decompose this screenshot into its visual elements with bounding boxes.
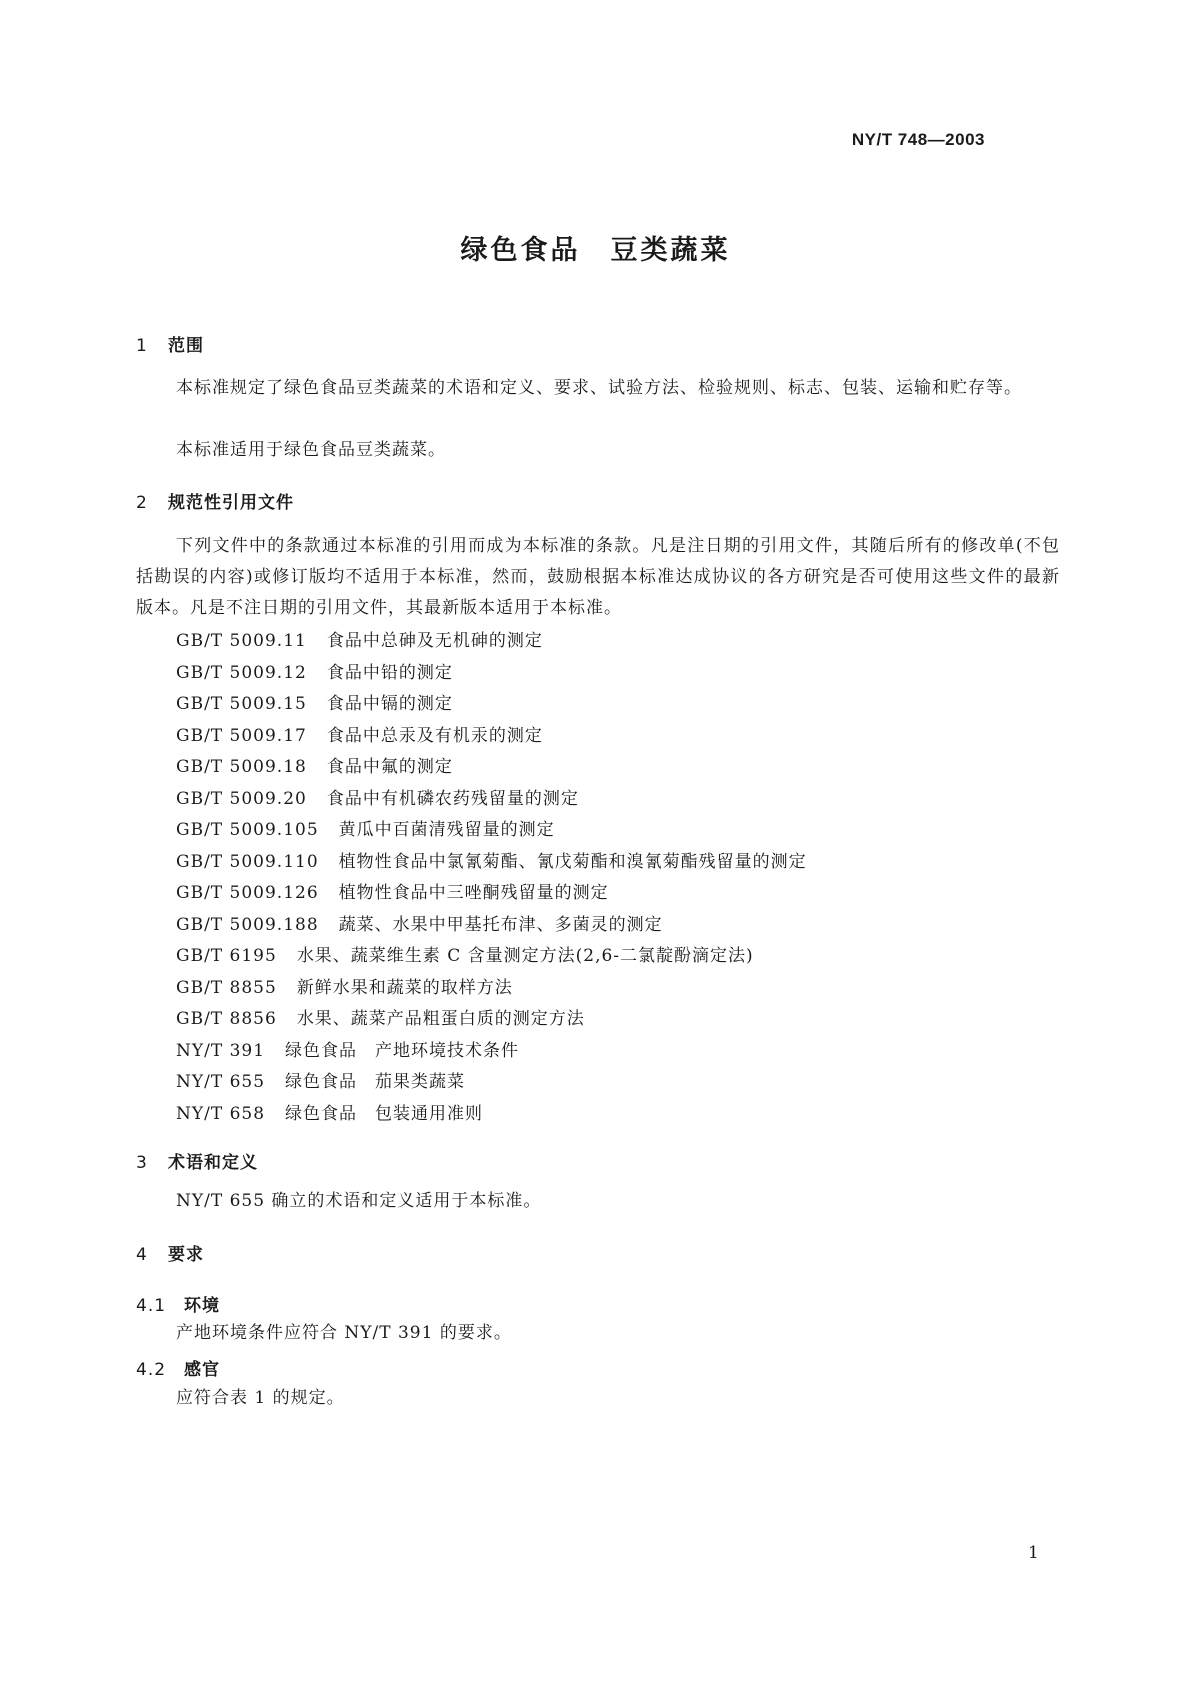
- section-number: 1: [136, 336, 148, 356]
- reference-code: NY/T 658: [176, 1103, 266, 1124]
- subsection-4-1-heading: [136, 1291, 220, 1316]
- reference-code: GB/T 5009.20: [176, 788, 307, 809]
- reference-title: 植物性食品中氯氰菊酯、氰戊菊酯和溴氰菊酯残留量的测定: [338, 851, 807, 872]
- section-1-heading: [136, 331, 204, 356]
- reference-title: 绿色食品 包装通用准则: [285, 1103, 484, 1124]
- reference-title: 食品中铅的测定: [326, 662, 453, 683]
- section-3-paragraph: NY/T 655 确立的术语和定义适用于本标准。: [176, 1191, 542, 1211]
- reference-item: [176, 815, 807, 847]
- reference-code: GB/T 5009.105: [176, 820, 319, 840]
- reference-list: [176, 626, 807, 1130]
- reference-item: [176, 752, 807, 784]
- section-number: 4: [136, 1245, 148, 1265]
- reference-code: GB/T 5009.17: [176, 725, 307, 746]
- reference-item: [176, 910, 807, 942]
- section-2-heading: [136, 488, 294, 513]
- section-2-paragraph: 下列文件中的条款通过本标准的引用而成为本标准的条款。凡是注日期的引用文件，其随后所有的修改单(不包括勘误的内容)或修订版均不适用于本标准，然而，鼓励根据本标准达成协议的各方研究是否可使用这些文件的最新版本。凡是不注日期的引用文件，其最新版本适用于本标准。: [136, 536, 1060, 618]
- reference-title: 植物性食品中三唑酮残留量的测定: [338, 883, 609, 903]
- section-number: 3: [136, 1153, 148, 1173]
- reference-item: [176, 878, 807, 910]
- subsection-number: 4.2: [136, 1360, 167, 1380]
- reference-title: 食品中有机磷农药残留量的测定: [326, 788, 579, 809]
- section-4-heading: [136, 1240, 204, 1265]
- section-number: 2: [136, 493, 148, 513]
- reference-item: [176, 721, 807, 753]
- reference-item: [176, 847, 807, 879]
- reference-code: GB/T 5009.126: [176, 883, 319, 903]
- section-title: 范围: [168, 336, 204, 356]
- reference-title: 黄瓜中百菌清残留量的测定: [338, 820, 555, 840]
- section-title: 规范性引用文件: [168, 493, 294, 513]
- section-1-paragraph-1: 本标准规定了绿色食品豆类蔬菜的术语和定义、要求、试验方法、检验规则、标志、包装、运输和贮存等。: [176, 378, 1022, 398]
- subsection-title: 环境: [184, 1296, 220, 1316]
- reference-title: 食品中镉的测定: [326, 694, 453, 714]
- reference-title: 水果、蔬菜维生素 C 含量测定方法(2,6-二氯靛酚滴定法): [296, 946, 754, 966]
- section-title: 要求: [168, 1245, 204, 1265]
- reference-item: [176, 1036, 807, 1068]
- section-3-heading: [136, 1148, 258, 1173]
- reference-code: GB/T 5009.11: [176, 631, 307, 651]
- reference-item: [176, 973, 807, 1005]
- reference-code: GB/T 5009.188: [176, 914, 319, 935]
- reference-title: 新鲜水果和蔬菜的取样方法: [296, 977, 513, 998]
- reference-item: [176, 658, 807, 690]
- section-title: 术语和定义: [168, 1153, 258, 1173]
- reference-code: GB/T 5009.12: [176, 662, 307, 683]
- subsection-4-1-text: 产地环境条件应符合 NY/T 391 的要求。: [176, 1323, 512, 1343]
- reference-code: GB/T 8856: [176, 1009, 277, 1029]
- reference-item: [176, 1004, 807, 1036]
- reference-code: GB/T 5009.110: [176, 851, 319, 872]
- reference-title: 食品中氟的测定: [326, 757, 453, 777]
- subsection-4-2-text: 应符合表 1 的规定。: [176, 1388, 345, 1408]
- reference-title: 水果、蔬菜产品粗蛋白质的测定方法: [296, 1009, 585, 1029]
- reference-item: [176, 784, 807, 816]
- reference-title: 绿色食品 产地环境技术条件: [285, 1040, 520, 1061]
- reference-item: [176, 1099, 807, 1131]
- reference-title: 蔬菜、水果中甲基托布津、多菌灵的测定: [338, 914, 663, 935]
- reference-title: 食品中总汞及有机汞的测定: [326, 725, 543, 746]
- reference-item: [176, 689, 807, 721]
- reference-item: [176, 941, 807, 973]
- subsection-number: 4.1: [136, 1296, 167, 1316]
- reference-item: [176, 1067, 807, 1099]
- reference-code: GB/T 5009.18: [176, 757, 307, 777]
- reference-item: [176, 626, 807, 658]
- reference-title: 绿色食品 茄果类蔬菜: [285, 1072, 466, 1092]
- reference-code: NY/T 391: [176, 1040, 266, 1061]
- reference-code: GB/T 8855: [176, 977, 277, 998]
- reference-code: GB/T 6195: [176, 946, 277, 966]
- reference-title: 食品中总砷及无机砷的测定: [326, 631, 543, 651]
- section-1-paragraph-2: 本标准适用于绿色食品豆类蔬菜。: [176, 440, 446, 460]
- reference-code: NY/T 655: [176, 1072, 266, 1092]
- document-title: 绿色食品 豆类蔬菜: [460, 235, 731, 266]
- subsection-4-2-heading: [136, 1355, 220, 1380]
- standard-code: NY/T 748—2003: [851, 130, 985, 149]
- page-number: 1: [1028, 1543, 1039, 1563]
- subsection-title: 感官: [184, 1360, 220, 1380]
- reference-code: GB/T 5009.15: [176, 694, 307, 714]
